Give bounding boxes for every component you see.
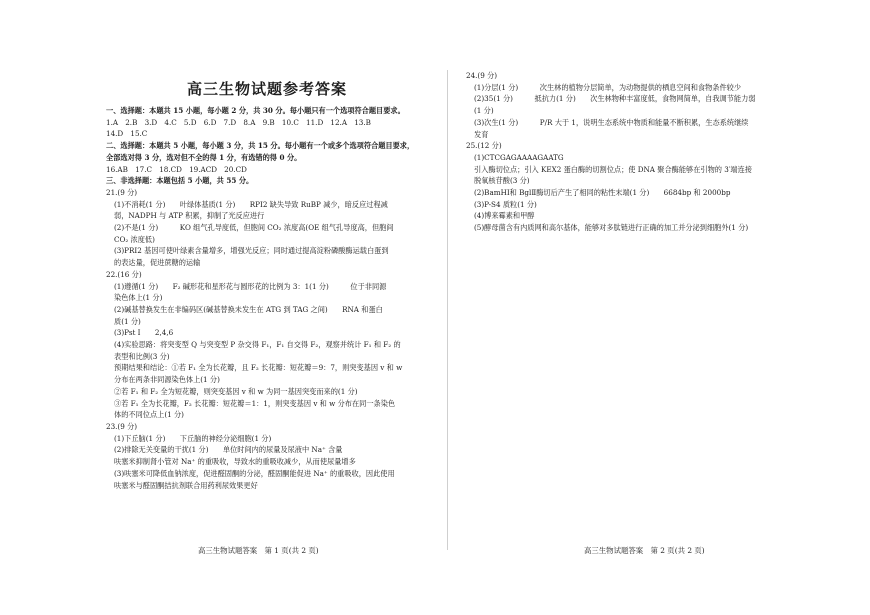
text-line: (2)35(1 分) 抵抗力(1 分) 次生林物种丰富度低，食物网简单，自我调节能力弱 — [474, 94, 756, 104]
text-line: 染色体上(1 分) — [114, 293, 163, 303]
text-line: (1)不消耗(1 分) 叶绿体基质(1 分) RPI2 缺失导致 RuBP 减少，暗反应过程减 — [114, 199, 388, 209]
text-line: 弱，NADPH 与 ATP 积累，抑制了光反应进行 — [114, 211, 265, 221]
answer-page-2 — [466, 70, 796, 555]
text-line: (2)BamHⅠ和 BglⅡ酶切后产生了相同的粘性末端(1 分) 6684bp 和 2000bp — [474, 188, 731, 198]
text-line: 体的不同位点上(1 分) — [114, 410, 184, 420]
text-line: (1 分) — [474, 106, 494, 116]
text-line: 的表达量，促进蔗糖的运输 — [114, 258, 201, 268]
text-line: 呋塞米与醛固酮拮抗剂联合用药利尿效果更好 — [114, 480, 258, 490]
text-line: 22.(16 分) — [106, 269, 142, 279]
text-line: 表型和比例(3 分) — [114, 351, 170, 361]
text-line: 发育 — [474, 129, 489, 139]
text-line: 21.(9 分) — [106, 187, 138, 197]
text-line: (1)下丘脑(1 分) 下丘脑的神经分泌细胞(1 分) — [114, 433, 272, 443]
text-line: (3)呋塞米可降低血钠浓度，促进醛固酮的分泌，醛固酮能促进 Na⁺ 的重吸收，因此使用 — [114, 468, 395, 478]
text-line: ③若 F₁ 全为长花瓣，F₂ 长花瓣：短花瓣＝1：1，则突变基因 v 和 w 分布在同一条染色 — [114, 398, 396, 408]
text-line: 呋塞米抑制肾小管对 Na⁺ 的重吸收，导致水的重吸收减少，从而使尿量增多 — [114, 457, 356, 467]
text-line: 分布在两条非同源染色体上(1 分) — [114, 375, 220, 385]
text-line: 一、选择题：本题共 15 小题，每小题 2 分，共 30 分。每小题只有一个选项符合题目要求。 — [106, 106, 405, 115]
text-line: 14.D 15.C — [106, 129, 148, 139]
text-line: (1)遵循(1 分) F₂ 碱形花和星形花与圆形花的比例为 3：1(1 分) 位于非同源 — [114, 281, 387, 291]
text-line: 二、选择题：本题共 5 小题，每小题 3 分，共 15 分。每小题有一个或多个选项符合题目要求， — [106, 141, 415, 151]
page-divider — [447, 70, 448, 550]
page-title: 高三生物试题参考答案 — [186, 80, 347, 98]
text-line: CO₂ 浓度低) — [114, 234, 155, 244]
text-line: 预期结果和结论：①若 F₁ 全为长花瓣，且 F₂ 长花瓣：短花瓣＝9：7，则突变基因 v 和 w — [114, 363, 403, 373]
text-line: 三、非选择题：本题包括 5 小题，共 55 分。 — [106, 176, 254, 186]
text-line: ②若 F₁ 和 F₂ 全为短花瓣，则突变基因 v 和 w 为同一基因突变而来的(1 分) — [114, 386, 358, 396]
text-line: 24.(9 分) — [466, 71, 498, 80]
text-line: (2)排除无关变量的干扰(1 分) 单位时间内的尿量及尿液中 Na⁺ 含量 — [114, 445, 343, 455]
text-line: 质(1 分) — [114, 316, 141, 326]
text-line: (4)实验思路：将突变型 Q 与突变型 P 杂交得 F₁，F₁ 自交得 F₂，观察并统计 F₁ 和 F₂ 的 — [114, 340, 401, 350]
page-2-footer: 高三生物试题答案 第 2 页(共 2 页) — [584, 546, 705, 555]
text-line: 16.AB 17.C 18.CD 19.ACD 20.CD — [106, 164, 247, 174]
text-line: (5)酵母菌含有内质网和高尔基体，能够对多肽链进行正确的加工并分泌到细胞外(1 分) — [474, 223, 749, 233]
text-line: (3)P-S4 质粒(1 分) — [474, 199, 537, 209]
text-line: (2)碱基替换发生在非编码区(碱基替换未发生在 ATG 到 TAG 之间) RNA 和蛋白 — [114, 304, 383, 314]
text-line: 23.(9 分) — [106, 421, 138, 431]
answer-page-1 — [106, 70, 428, 555]
text-line: 1.A 2.B 3.D 4.C 5.D 6.D 7.D 8.A 9.B 10.C 11.D 12.A 13.B — [106, 117, 371, 127]
text-line: (1)分层(1 分) 次生林的植物分层简单，为动物提供的栖息空间和食物条件较少 — [474, 82, 742, 92]
page-2-body — [466, 70, 796, 234]
text-line: 25.(12 分) — [466, 141, 502, 151]
text-line: (3)Pst Ⅰ 2,4,6 — [114, 328, 174, 338]
text-line: 引入酶切位点；引入 KEX2 蛋白酶的切割位点；使 DNA 聚合酶能够在引物的 3′端连接 — [474, 164, 752, 174]
text-line: (4)博来霉素和甲醇 — [474, 211, 535, 221]
page-1-footer: 高三生物试题答案 第 1 页(共 2 页) — [198, 546, 319, 555]
text-line: 脱氧核苷酸(3 分) — [474, 176, 530, 186]
text-line: (2)不是(1 分) KO 组气孔导度低，但胞间 CO₂ 浓度高(OE 组气孔导度高，但胞间 — [114, 223, 394, 233]
text-line: 全部选对得 3 分，选对但不全的得 1 分，有选错的得 0 分。 — [106, 152, 302, 162]
text-line: (3)PRI2 基因可使叶绿素含量增多，增强光反应；同时通过提高淀粉磷酸酶运载白蛋到 — [114, 246, 389, 256]
page-1-body — [106, 105, 428, 491]
text-line: (3)次生(1 分) P/R 大于 1，说明生态系统中物质和能量不断积累，生态系统继续 — [474, 117, 749, 127]
text-line: (1)CTCGAGAAAAGAATG — [474, 152, 564, 162]
